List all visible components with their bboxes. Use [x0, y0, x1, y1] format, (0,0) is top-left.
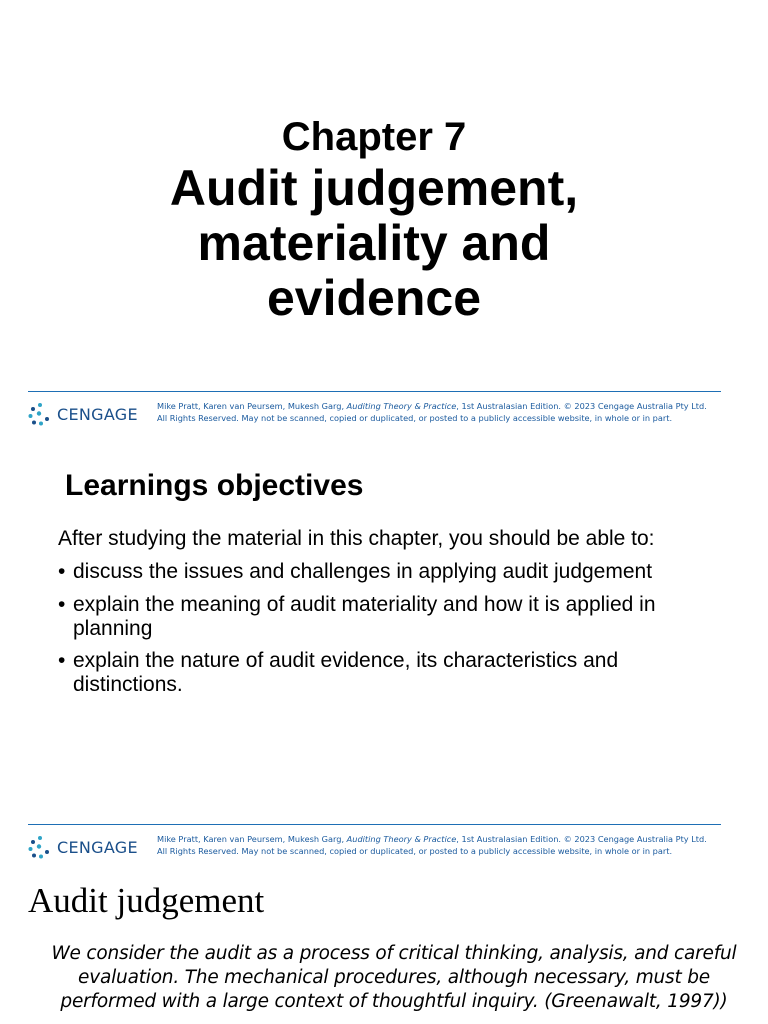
cengage-brand	[28, 401, 138, 427]
brand-name: CENGAGE	[57, 404, 138, 424]
credit-authors: Mike Pratt, Karen van Peursem, Mukesh Garg,	[157, 401, 347, 411]
objectives-list	[58, 560, 718, 706]
objectives-heading: Learnings objectives	[65, 469, 364, 502]
chapter-title-line: materiality and	[197, 215, 551, 271]
footer-divider	[28, 824, 721, 825]
bullet: •	[58, 649, 66, 672]
slide-footer	[0, 824, 768, 868]
list-item	[58, 560, 718, 584]
objective-text: discuss the issues and challenges in applying audit judgement	[73, 560, 653, 583]
chapter-title	[0, 161, 748, 326]
cengage-logo-icon	[28, 835, 52, 859]
objectives-intro: After studying the material in this chapter, you should be able to:	[58, 527, 655, 550]
bullet: •	[58, 560, 66, 583]
chapter-title-line: evidence	[266, 270, 481, 326]
credit-book-title: Auditing Theory & Practice	[346, 834, 457, 844]
slide-heading: Audit judgement	[28, 881, 265, 920]
title-slide	[0, 0, 768, 432]
copyright-notice	[157, 400, 757, 424]
slide-footer	[0, 391, 768, 435]
rights-line: All Rights Reserved. May not be scanned, copied or duplicated, or posted to a publicly accessible website, in whole or in part.	[157, 413, 673, 423]
footer-divider	[28, 391, 721, 392]
chapter-title-line: Audit judgement,	[169, 160, 579, 216]
rights-line: All Rights Reserved. May not be scanned, copied or duplicated, or posted to a publicly accessible website, in whole or in part.	[157, 846, 673, 856]
objectives-slide	[0, 432, 768, 864]
objective-text: explain the nature of audit evidence, its characteristics and distinctions.	[73, 649, 619, 696]
cengage-logo-icon	[28, 402, 52, 426]
bullet: •	[58, 592, 66, 616]
credit-edition: , 1st Australasian Edition. © 2023 Cengage Australia Pty Ltd.	[456, 834, 707, 844]
audit-judgement-slide	[0, 864, 768, 1024]
list-item	[58, 649, 718, 697]
chapter-label: Chapter 7	[281, 115, 467, 159]
credit-book-title: Auditing Theory & Practice	[346, 401, 457, 411]
brand-name: CENGAGE	[57, 837, 138, 857]
list-item	[58, 593, 718, 641]
objective-text: explain the meaning of audit materiality and how it is applied in planning	[73, 592, 656, 640]
quote-text: We consider the audit as a process of critical thinking, analysis, and careful evaluation. The mechanical procedures, although necessary, must be performed with a large context of thoughtful inquiry. (Greenawalt, 1997))	[51, 943, 737, 1012]
credit-authors: Mike Pratt, Karen van Peursem, Mukesh Garg,	[157, 834, 347, 844]
copyright-notice	[157, 833, 757, 857]
credit-edition: , 1st Australasian Edition. © 2023 Cengage Australia Pty Ltd.	[456, 401, 707, 411]
cengage-brand	[28, 834, 138, 860]
